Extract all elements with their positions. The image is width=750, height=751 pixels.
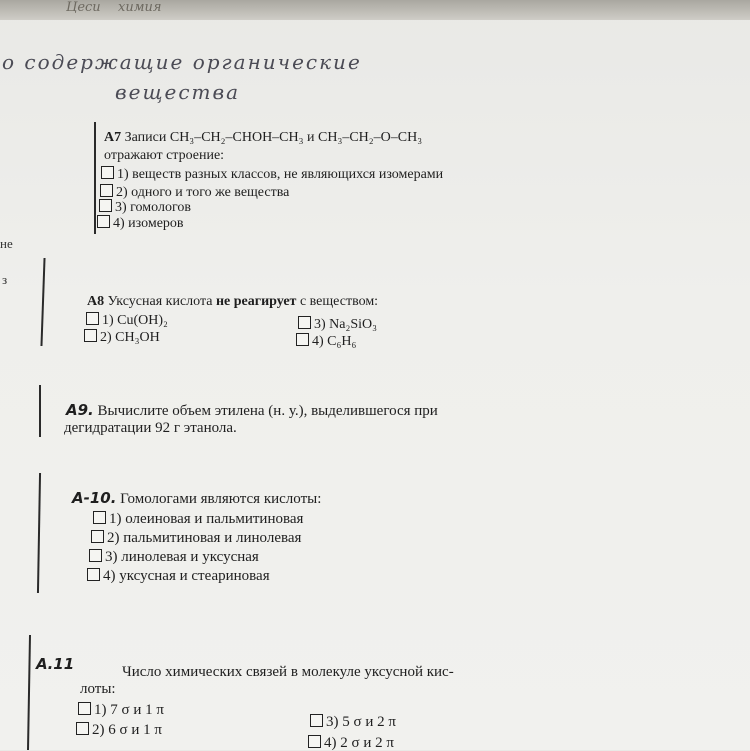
- a8-margin-bar: [40, 258, 45, 346]
- a7-number: А7: [104, 130, 122, 145]
- top-paper-strip: [0, 0, 750, 20]
- a8-option-2[interactable]: 2) CH₃OH: [84, 329, 160, 346]
- a7-stem: [104, 130, 422, 146]
- margin-note-1: не: [0, 236, 13, 251]
- checkbox[interactable]: [93, 511, 106, 524]
- strip-text-left: Цеси: [66, 0, 101, 15]
- a8-option-3[interactable]: 3) Na₂SiO₃: [298, 316, 377, 333]
- a10-stem-text: Гомологами являются кислоты:: [120, 491, 322, 507]
- handwritten-title-line1: о содержащие органические: [2, 50, 362, 74]
- a8-option-4[interactable]: 4) C₆H₆: [296, 333, 356, 350]
- a7-option-2[interactable]: 2) одного и того же вещества: [100, 184, 289, 201]
- a10-margin-bar: [37, 473, 41, 593]
- a11-margin-bar: [27, 635, 31, 750]
- strip-text-mid: химия: [118, 0, 162, 15]
- checkbox[interactable]: [101, 166, 114, 179]
- checkbox[interactable]: [308, 735, 321, 748]
- a8-stem-end: с веществом:: [299, 294, 379, 309]
- a10-option-2[interactable]: 2) пальмитиновая и линолевая: [91, 530, 301, 546]
- a11-option-3[interactable]: 3) 5 σ и 2 π: [310, 714, 396, 730]
- checkbox[interactable]: [86, 312, 99, 325]
- a7-stem-text: Записи CH₃–CH₂–CHOH–CH₃ и CH₃–CH₂–O–CH₃: [124, 130, 423, 145]
- checkbox[interactable]: [89, 549, 102, 562]
- checkbox[interactable]: [99, 199, 112, 212]
- a9-stem2: дегидратации 92 г этанола.: [64, 420, 237, 436]
- checkbox[interactable]: [91, 530, 104, 543]
- a10-option-1[interactable]: 1) олеиновая и пальмитиновая: [93, 511, 303, 527]
- a7-stem2: отражают строение:: [104, 148, 225, 163]
- a9-stem-text: Вычислите объем этилена (н. у.), выделившегося при: [97, 403, 438, 419]
- handwritten-title-line2: вещества: [115, 80, 241, 104]
- a11-stem: Число химических связей в молекуле уксусной кис-: [122, 664, 454, 680]
- a8-option-1[interactable]: 1) Cu(OH)₂: [86, 312, 168, 329]
- checkbox[interactable]: [76, 722, 89, 735]
- checkbox[interactable]: [87, 568, 100, 581]
- a10-option-4[interactable]: 4) уксусная и стеариновая: [87, 568, 270, 584]
- checkbox[interactable]: [100, 184, 113, 197]
- a9-margin-bar: [39, 385, 41, 437]
- a11-stem2: лоты:: [80, 681, 116, 697]
- a8-stem-start: Уксусная кислота: [107, 294, 213, 309]
- a11-option-4[interactable]: 4) 2 σ и 2 π: [308, 735, 394, 751]
- a7-margin-bar: [94, 122, 96, 234]
- margin-note-2: з: [2, 272, 8, 287]
- a11-option-2[interactable]: 2) 6 σ и 1 π: [76, 722, 162, 738]
- a10-number: А-10.: [72, 489, 117, 507]
- checkbox[interactable]: [310, 714, 323, 727]
- a10-stem: [72, 490, 321, 507]
- checkbox[interactable]: [296, 333, 309, 346]
- a8-stem: [87, 294, 378, 310]
- a9-number: А9.: [66, 401, 94, 419]
- a10-option-3[interactable]: 3) линолевая и уксусная: [89, 549, 259, 565]
- checkbox[interactable]: [298, 316, 311, 329]
- checkbox[interactable]: [97, 215, 110, 228]
- a7-option-4[interactable]: 4) изомеров: [97, 215, 184, 232]
- checkbox[interactable]: [84, 329, 97, 342]
- a8-number: А8: [87, 294, 105, 309]
- a11-option-1[interactable]: 1) 7 σ и 1 π: [78, 702, 164, 718]
- a9-stem: [66, 402, 438, 419]
- checkbox[interactable]: [78, 702, 91, 715]
- a11-number: А.11: [36, 655, 75, 673]
- a7-option-3[interactable]: 3) гомологов: [99, 199, 191, 216]
- a8-stem-bold: не реагирует: [215, 294, 297, 309]
- a7-option-1[interactable]: 1) веществ разных классов, не являющихся изомерами: [101, 166, 443, 183]
